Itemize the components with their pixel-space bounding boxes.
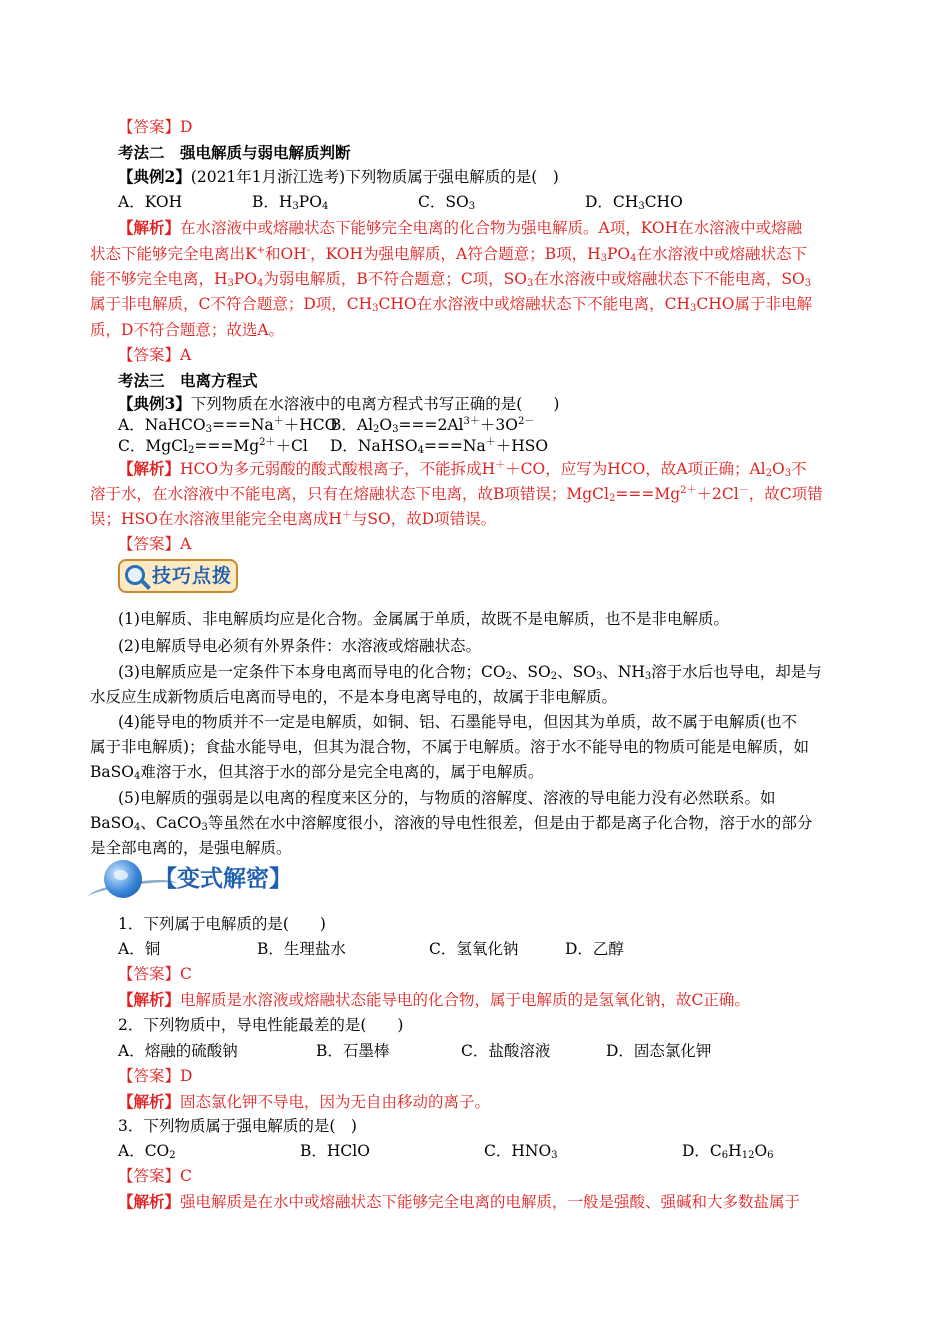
sub: 2 <box>169 1150 176 1161</box>
tip-text: 等虽然在水中溶解度很小，溶液的导电性很差，但是由于都是离子化合物，溶于水的部分 <box>207 814 813 832</box>
sup: － <box>738 485 749 496</box>
option-b: B．HClO <box>300 1142 370 1160</box>
sub: 4 <box>417 445 424 456</box>
globe-land-decoration <box>114 870 128 880</box>
variant-banner <box>88 858 328 902</box>
sup: + <box>256 245 265 256</box>
sub: 3 <box>690 303 697 314</box>
option-a <box>118 1139 176 1163</box>
analysis-text: 强电解质是在水中或熔融状态下能够完全电离的电解质，一般是强酸、强碱和大多数盐属于 <box>180 1193 801 1211</box>
tip-text: 水反应生成新物质后电离而导电的，不是本身电离导电的，故属于非电解质。 <box>90 688 618 706</box>
analysis-text: PO <box>606 245 631 263</box>
option-text: H <box>728 1142 742 1160</box>
tip-text: 、NH <box>602 663 645 681</box>
option-d: D．固态氯化钾 <box>606 1042 712 1060</box>
analysis-text: ===Mg <box>615 485 681 503</box>
analysis-text: 能不够完全电离，H <box>90 270 228 288</box>
tip-line <box>0 685 950 709</box>
answer-line <box>0 1164 950 1188</box>
sub: 2 <box>609 493 616 504</box>
sup: ＋ <box>485 437 496 448</box>
answer-line <box>0 962 950 986</box>
sub: 3 <box>600 253 607 264</box>
question-text: 3．下列物质属于强电解质的是( ) <box>118 1117 357 1135</box>
tips-badge <box>118 559 238 593</box>
analysis-line-3 <box>0 507 950 531</box>
option-text: ＋HCO <box>283 416 338 434</box>
option-b-sub3: 3 <box>292 201 299 212</box>
options-line <box>0 1039 950 1063</box>
option-b <box>252 190 328 214</box>
question-text: 1．下列属于电解质的是( ) <box>118 915 326 933</box>
analysis-line-1 <box>0 216 950 240</box>
option-b-text: B．H <box>252 193 293 211</box>
example-label: 【典例3】 <box>118 394 191 413</box>
example-text: 下列物质在水溶液中的电离方程式书写正确的是( ) <box>190 395 560 413</box>
answer-line <box>0 1064 950 1088</box>
option-d <box>682 1139 774 1163</box>
option-d: D．乙醇 <box>565 940 624 958</box>
example-label: 【典例2】 <box>118 167 191 186</box>
heading-text: 考法三 电离方程式 <box>118 371 258 390</box>
answer-text: 【答案】A <box>118 346 192 364</box>
option-text: D．NaHSO <box>330 437 418 455</box>
sub: 4 <box>133 771 141 782</box>
answer-line <box>0 115 950 139</box>
sub: 3 <box>527 278 534 289</box>
analysis-text: O <box>772 460 785 478</box>
tip-text: 是全部电离的，是强电解质。 <box>90 839 292 857</box>
sub: 12 <box>741 1150 755 1161</box>
example-text: (2021年1月浙江选考)下列物质属于强电解质的是( ) <box>190 168 559 186</box>
option-text: B．Al <box>330 416 374 434</box>
analysis-label: 【解析】 <box>118 459 181 478</box>
analysis-text: 在水溶液中或熔融状态下不能电离，SO <box>533 270 805 288</box>
sub: 3 <box>372 303 379 314</box>
analysis-text: 溶于水，在水溶液中不能电离，只有在熔融状态下电离，故B项错误；MgCl <box>90 485 610 503</box>
tip-line <box>0 811 950 835</box>
tip-text: 、SO <box>511 663 551 681</box>
analysis-text: 固态氯化钾不导电，因为无自由移动的离子。 <box>180 1093 491 1111</box>
option-text: ===Na <box>423 437 486 455</box>
analysis-text: ＋2Cl <box>696 485 739 503</box>
option-d-cho: CHO <box>644 193 683 211</box>
sup: 2＋ <box>680 485 697 496</box>
analysis-line-4 <box>0 292 950 316</box>
option-text: A．NaHCO <box>118 416 206 434</box>
option-text: A．CO <box>118 1142 170 1160</box>
sub: 3 <box>205 424 212 435</box>
sup: 3＋ <box>463 416 480 427</box>
option-b: B．石墨棒 <box>316 1042 390 1060</box>
sub: 2 <box>187 445 195 456</box>
analysis-text: 状态下能够完全电离出K <box>90 245 257 263</box>
option-text: ＋3O <box>479 416 518 434</box>
sub: 3 <box>595 671 603 682</box>
tip-text: BaSO <box>90 763 134 781</box>
option-d-text: D．CH <box>585 193 639 211</box>
analysis-text: CHO属于非电解 <box>696 295 812 313</box>
analysis-text: 与SO，故D项错误。 <box>351 510 497 528</box>
sub: 6 <box>767 1150 774 1161</box>
option-d-sub: 3 <box>638 201 645 212</box>
question-line <box>0 1013 950 1037</box>
tip-text: 属于非电解质)；食盐水能导电，但其为混合物，不属于电解质。溶于水不能导电的物质可能是电解质，如 <box>90 738 810 756</box>
sub: 3 <box>551 1150 558 1161</box>
answer-text: 【答案】C <box>118 1167 192 1185</box>
question-line <box>0 1114 950 1138</box>
magnifier-handle <box>141 580 151 590</box>
option-c-sub: 3 <box>468 201 476 212</box>
answer-line <box>0 343 950 367</box>
sub: 2 <box>765 468 772 479</box>
tip-text: 难溶于水，但其溶于水的部分是完全电离的，属于电解质。 <box>140 763 544 781</box>
analysis-line <box>0 1090 950 1114</box>
option-text: ===Mg <box>194 437 260 455</box>
analysis-text: HCO为多元弱酸的酸式酸根离子，不能拆成H <box>180 460 496 478</box>
tip-text: 、CaCO <box>140 814 202 832</box>
answer-line <box>0 532 950 556</box>
option-b: B．生理盐水 <box>257 940 346 958</box>
sub: 3 <box>784 468 792 479</box>
options-line <box>0 434 950 458</box>
analysis-label: 【解析】 <box>118 218 181 237</box>
sub: 6 <box>721 1150 729 1161</box>
analysis-text: 电解质是水溶液或熔融状态能导电的化合物，属于电解质的是氢氧化钠，故C正确。 <box>180 991 750 1009</box>
sub: 2 <box>550 671 558 682</box>
sup: 2＋ <box>259 437 276 448</box>
options-line <box>0 1139 950 1163</box>
option-a: A．铜 <box>118 940 161 958</box>
sub: 3 <box>201 822 208 833</box>
option-c <box>118 434 308 458</box>
analysis-line <box>0 988 950 1012</box>
answer-text: 【答案】D <box>118 118 193 136</box>
section-heading <box>0 369 950 393</box>
option-text: O <box>754 1142 768 1160</box>
option-c <box>484 1139 558 1163</box>
analysis-text: ，故C项错 <box>748 485 823 503</box>
sub: 4 <box>630 253 637 264</box>
question-text: 2．下列物质中，导电性能最差的是( ) <box>118 1016 404 1034</box>
tip-line <box>0 710 950 734</box>
analysis-label: 【解析】 <box>118 990 181 1009</box>
option-d <box>585 190 683 214</box>
question-line <box>0 912 950 936</box>
sup: ＋ <box>495 460 506 471</box>
analysis-text: 不 <box>791 460 807 478</box>
option-d <box>330 434 548 458</box>
analysis-text: 质，D不符合题意；故选A。 <box>90 321 285 339</box>
option-b-sub4: 4 <box>321 201 329 212</box>
sup: - <box>306 245 311 256</box>
sub: 2 <box>373 424 380 435</box>
sub: 4 <box>133 822 141 833</box>
option-text: C．MgCl <box>118 437 188 455</box>
tip-text: (2)电解质导电必须有外界条件：水溶液或熔融状态。 <box>118 637 481 655</box>
analysis-line-2 <box>0 482 950 506</box>
option-c <box>418 190 475 214</box>
option-text: C．HNO <box>484 1142 552 1160</box>
option-text: D．C <box>682 1142 722 1160</box>
tip-text: BaSO <box>90 814 134 832</box>
answer-text: 【答案】D <box>118 1067 193 1085</box>
tip-line <box>0 836 950 860</box>
sup: ＋ <box>341 510 352 521</box>
option-text: ===2Al <box>398 416 464 434</box>
answer-text: 【答案】A <box>118 535 192 553</box>
tip-text: (1)电解质、非电解质均应是化合物。金属属于单质，故既不是电解质，也不是非电解质。 <box>118 610 729 628</box>
analysis-text: 和OH <box>264 245 307 263</box>
option-c: C．盐酸溶液 <box>461 1042 551 1060</box>
analysis-text: ＋CO，应写为HCO，故A项正确；Al <box>505 460 766 478</box>
option-c-text: C．SO <box>418 193 469 211</box>
tip-line <box>0 786 950 810</box>
tip-line <box>0 735 950 759</box>
option-b-po: PO <box>298 193 322 211</box>
analysis-line-3 <box>0 267 950 291</box>
analysis-label: 【解析】 <box>118 1192 181 1211</box>
option-text: ＋HSO <box>495 437 549 455</box>
section-heading <box>0 141 950 165</box>
analysis-text: 属于非电解质，C不符合题意；D项，CH <box>90 295 373 313</box>
sub: 3 <box>227 278 234 289</box>
sub: 3 <box>392 424 399 435</box>
analysis-text: CHO在水溶液中或熔融状态下不能电离，CH <box>378 295 691 313</box>
heading-text: 考法二 强电解质与弱电解质判断 <box>118 143 351 162</box>
option-c: C．氢氧化钠 <box>429 940 519 958</box>
analysis-line-5 <box>0 318 950 342</box>
option-a: A．熔融的硫酸钠 <box>118 1042 238 1060</box>
tip-line <box>0 634 950 658</box>
option-text: ＋Cl <box>275 437 308 455</box>
tip-text: (5)电解质的强弱是以电离的程度来区分的，与物质的溶解度、溶液的导电能力没有必然联系。如 <box>118 789 776 807</box>
tip-text: (3)电解质应是一定条件下本身电离而导电的化合物；CO <box>118 663 506 681</box>
analysis-line <box>0 1190 950 1214</box>
analysis-line-2 <box>0 242 950 266</box>
tip-text: 、SO <box>557 663 596 681</box>
option-text: O <box>379 416 393 434</box>
analysis-text: 误；HSO在水溶液里能完全电离成H <box>90 510 342 528</box>
sup: ＋ <box>273 416 284 427</box>
answer-text: 【答案】C <box>118 965 192 983</box>
analysis-text: 在水溶液中或熔融状态下 <box>636 245 808 263</box>
option-a: A．KOH <box>118 193 183 211</box>
sub: 4 <box>257 278 264 289</box>
tip-text: (4)能导电的物质并不一定是电解质，如铜、铝、石墨能导电，但因其为单质，故不属于电解质(也不 <box>118 713 798 731</box>
analysis-label: 【解析】 <box>118 1092 181 1111</box>
analysis-text: ，KOH为强电解质，A符合题意；B项，H <box>310 245 601 263</box>
tip-line <box>0 607 950 631</box>
tip-line <box>0 660 950 684</box>
analysis-text: 在水溶液中或熔融状态下能够完全电离的化合物为强电解质。A项，KOH在水溶液中或熔融 <box>180 219 803 237</box>
option-text: ===Na <box>211 416 274 434</box>
sub: 3 <box>804 278 812 289</box>
analysis-line-1 <box>0 457 950 481</box>
sub: 3 <box>644 671 652 682</box>
tip-line <box>0 760 950 784</box>
analysis-text: 为弱电解质，B不符合题意；C项，SO <box>263 270 527 288</box>
options-line <box>0 937 950 961</box>
sub: 2 <box>505 671 512 682</box>
options-line <box>0 190 950 214</box>
tip-text: 溶于水后也导电，却是与 <box>651 663 822 681</box>
example-line <box>0 165 950 189</box>
tips-badge-text: 技巧点拨 <box>152 565 233 587</box>
variant-banner-text: 【变式解密】 <box>154 866 292 892</box>
sup: 2－ <box>517 416 535 427</box>
analysis-text: PO <box>233 270 258 288</box>
